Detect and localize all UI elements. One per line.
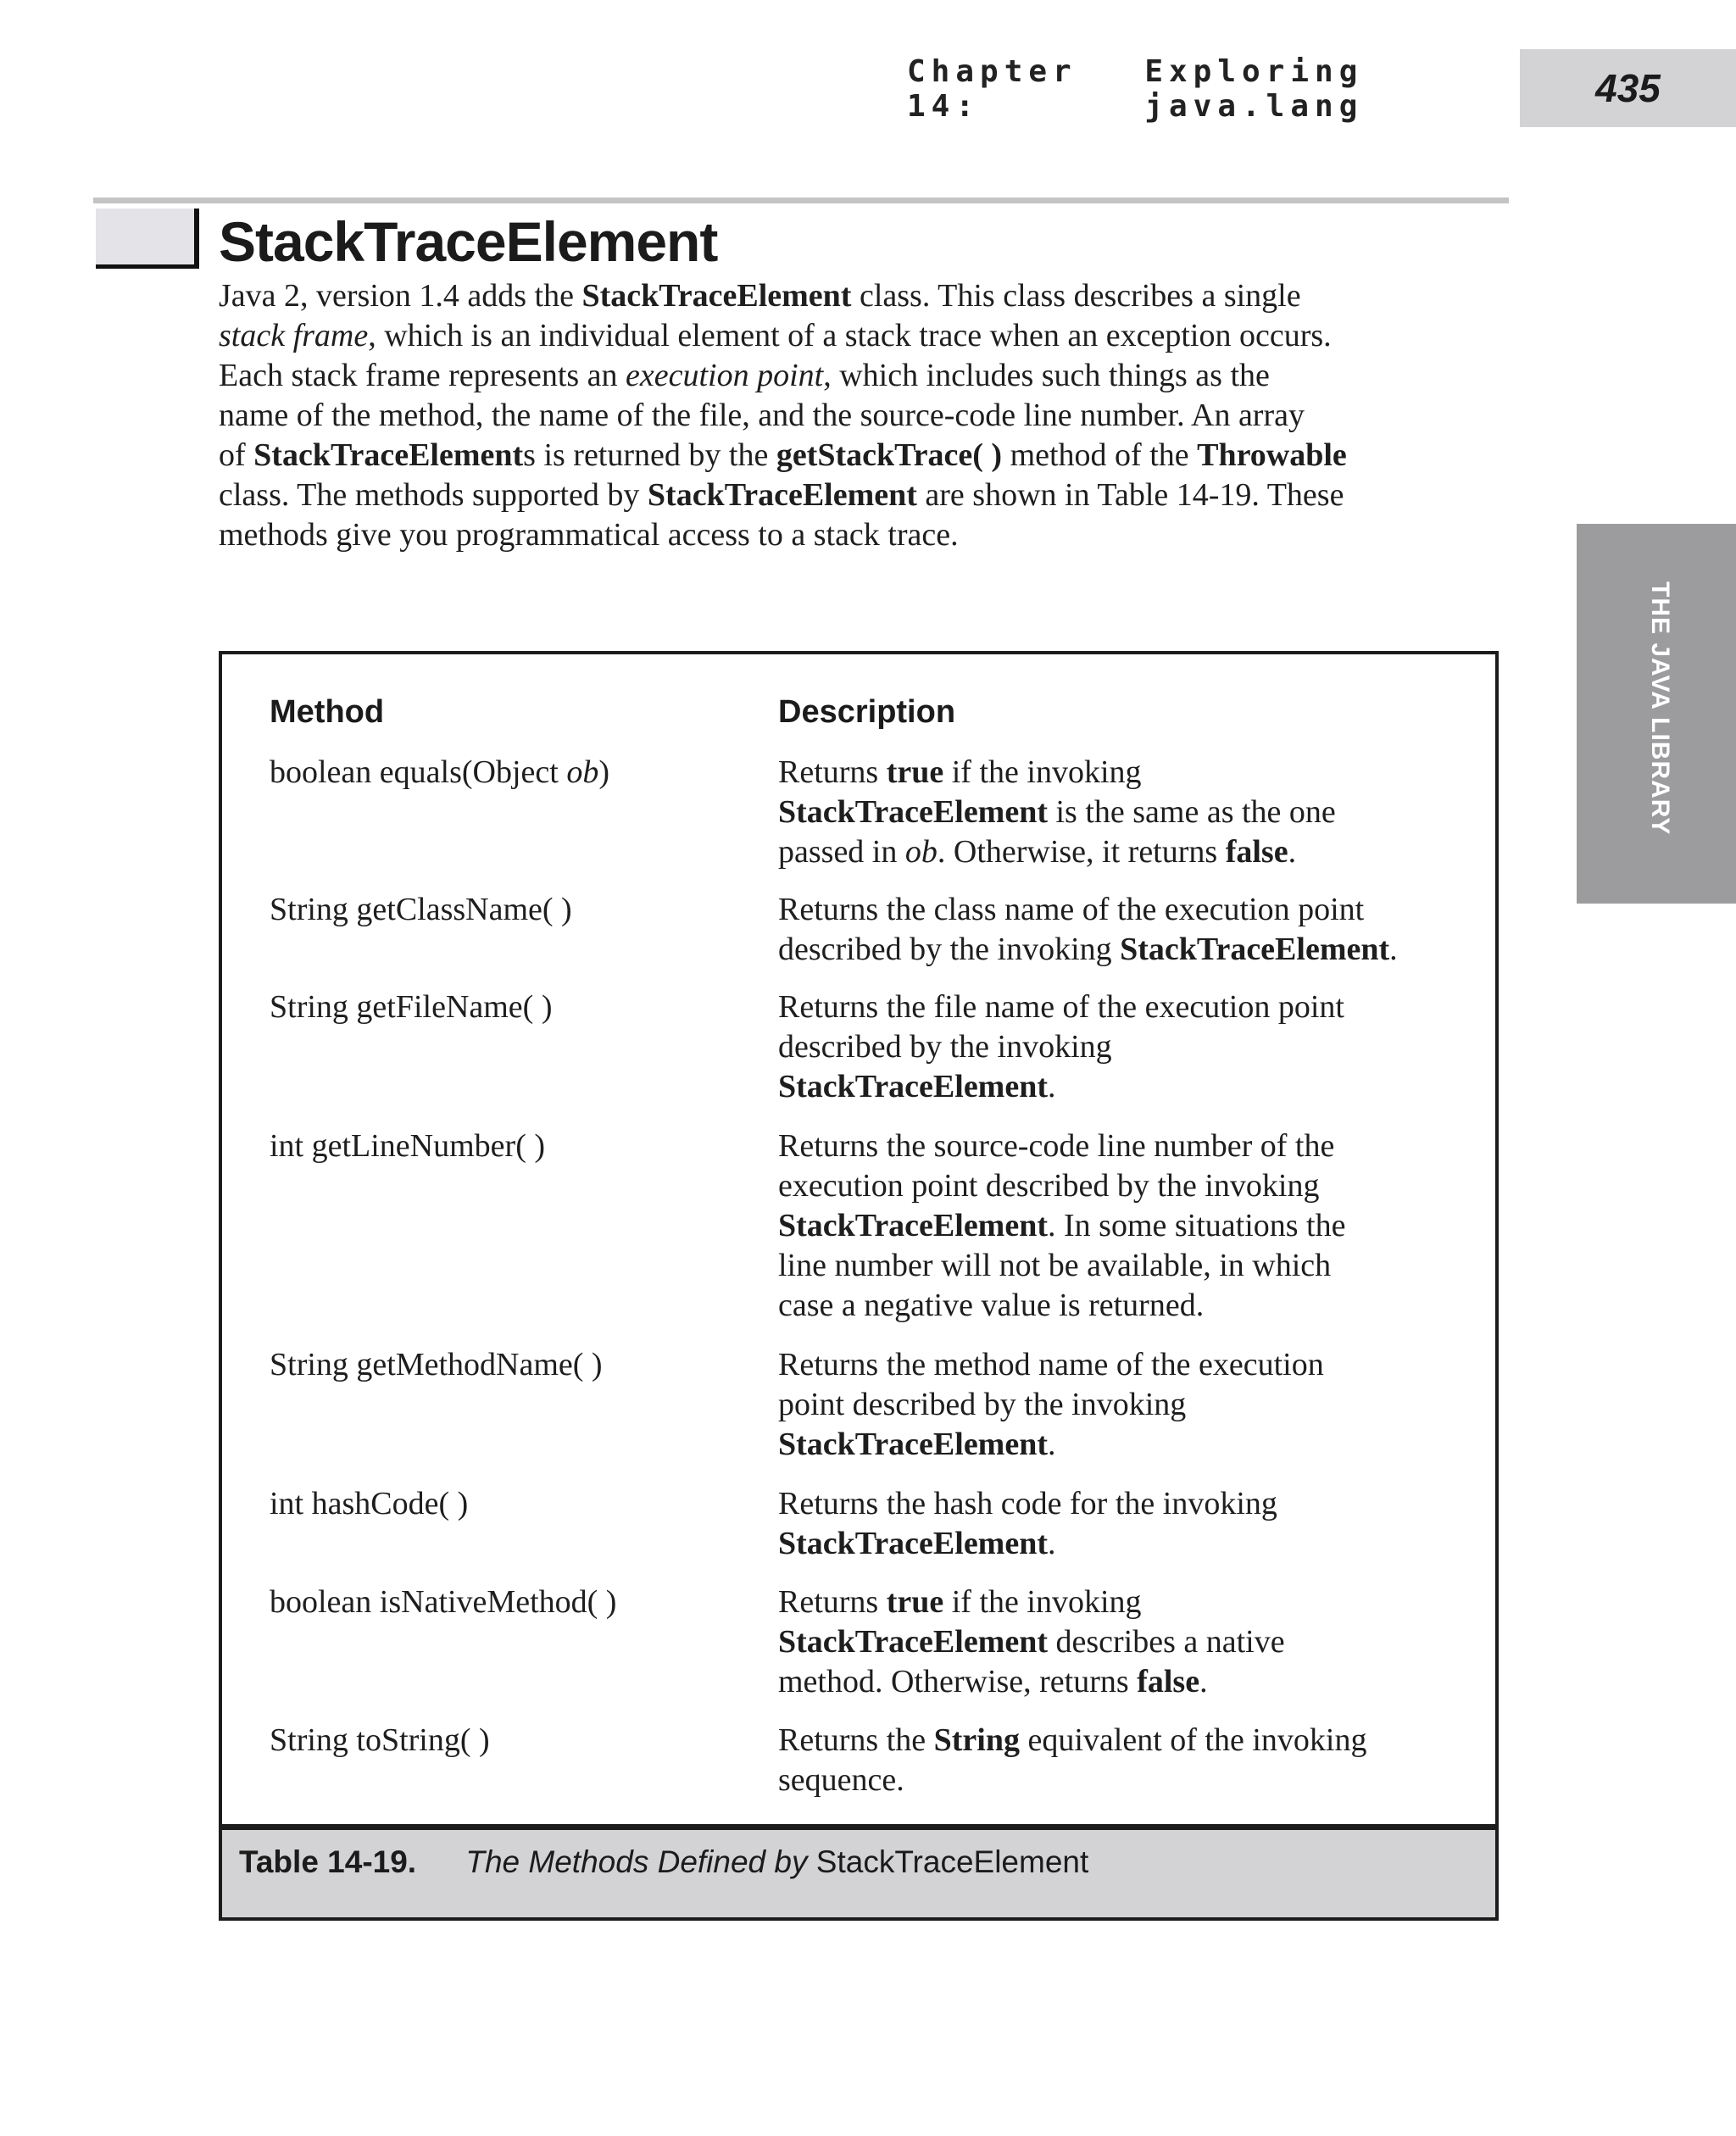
method-description — [778, 1126, 1456, 1326]
description-line: StackTraceElement is the same as the one — [778, 794, 1336, 830]
description-line: Returns the class name of the execution point — [778, 892, 1365, 927]
description-line: Returns true if the invoking — [778, 754, 1142, 790]
description-line: StackTraceElement. — [778, 1526, 1056, 1561]
intro-line: of StackTraceElements is returned by the getStackTrace( ) method of the Throwable — [219, 437, 1347, 473]
method-description — [778, 753, 1456, 872]
method-signature: String getFileName( ) — [270, 989, 553, 1025]
table-caption — [239, 1841, 1088, 1883]
description-line: described by the invoking — [778, 1029, 1112, 1065]
method-signature: int hashCode( ) — [270, 1486, 469, 1521]
method-signature: String getMethodName( ) — [270, 1347, 603, 1382]
description-line: case a negative value is returned. — [778, 1288, 1205, 1323]
description-line: Returns the String equivalent of the invoking — [778, 1722, 1367, 1758]
description-line: Returns true if the invoking — [778, 1584, 1142, 1620]
description-line: execution point described by the invoking — [778, 1168, 1320, 1204]
method-description — [778, 1345, 1456, 1465]
description-line: described by the invoking StackTraceElement. — [778, 932, 1398, 967]
method-description — [778, 1484, 1456, 1564]
intro-line: name of the method, the name of the file, and the source-code line number. An array — [219, 398, 1305, 433]
column-header-method: Method — [270, 694, 385, 730]
intro-line: Java 2, version 1.4 adds the StackTraceElement class. This class describes a single — [219, 278, 1301, 314]
description-line: Returns the file name of the execution point — [778, 989, 1344, 1025]
description-line: StackTraceElement describes a native — [778, 1624, 1285, 1660]
method-description — [778, 1583, 1456, 1702]
section-rule — [93, 197, 1509, 203]
caption-number: Table 14-19. — [239, 1844, 417, 1879]
description-line: Returns the source-code line number of the — [778, 1128, 1335, 1164]
method-description — [778, 1721, 1456, 1800]
intro-line: methods give you programmatical access to a stack trace. — [219, 517, 959, 553]
description-line: method. Otherwise, returns false. — [778, 1664, 1208, 1699]
description-line: Returns the hash code for the invoking — [778, 1486, 1277, 1521]
caption-italic-text: The Methods Defined by — [465, 1844, 808, 1879]
intro-line: class. The methods supported by StackTraceElement are shown in Table 14-19. These — [219, 477, 1344, 513]
page-number: 435 — [1520, 49, 1736, 127]
method-description — [778, 987, 1456, 1107]
description-line: StackTraceElement. — [778, 1427, 1056, 1462]
chapter-label: Chapter 14: — [907, 54, 1077, 124]
method-signature: boolean equals(Object ob) — [270, 754, 609, 790]
method-signature: boolean isNativeMethod( ) — [270, 1584, 617, 1620]
method-signature: int getLineNumber( ) — [270, 1128, 546, 1164]
intro-line: stack frame, which is an individual element of a stack trace when an exception occurs. — [219, 318, 1332, 353]
description-line: StackTraceElement. In some situations the — [778, 1208, 1346, 1243]
method-signature: String getClassName( ) — [270, 892, 572, 927]
intro-line: Each stack frame represents an execution point, which includes such things as the — [219, 358, 1270, 393]
chapter-title: Exploring java.lang — [1144, 54, 1364, 124]
column-header-description: Description — [778, 694, 956, 730]
description-line: StackTraceElement. — [778, 1069, 1056, 1104]
method-signature: String toString( ) — [270, 1722, 490, 1758]
side-tab-label: THE JAVA LIBRARY — [1646, 581, 1674, 836]
running-header — [907, 51, 1509, 127]
description-line: point described by the invoking — [778, 1387, 1187, 1422]
description-line: Returns the method name of the execution — [778, 1347, 1324, 1382]
description-line: passed in ob. Otherwise, it returns false. — [778, 834, 1297, 870]
caption-class-name: StackTraceElement — [815, 1844, 1089, 1879]
description-line: line number will not be available, in which — [778, 1248, 1332, 1283]
section-heading: StackTraceElement — [219, 210, 718, 273]
intro-paragraph — [219, 276, 1516, 555]
description-line: sequence. — [778, 1762, 904, 1798]
method-description — [778, 890, 1456, 970]
heading-marker-box — [96, 209, 199, 269]
